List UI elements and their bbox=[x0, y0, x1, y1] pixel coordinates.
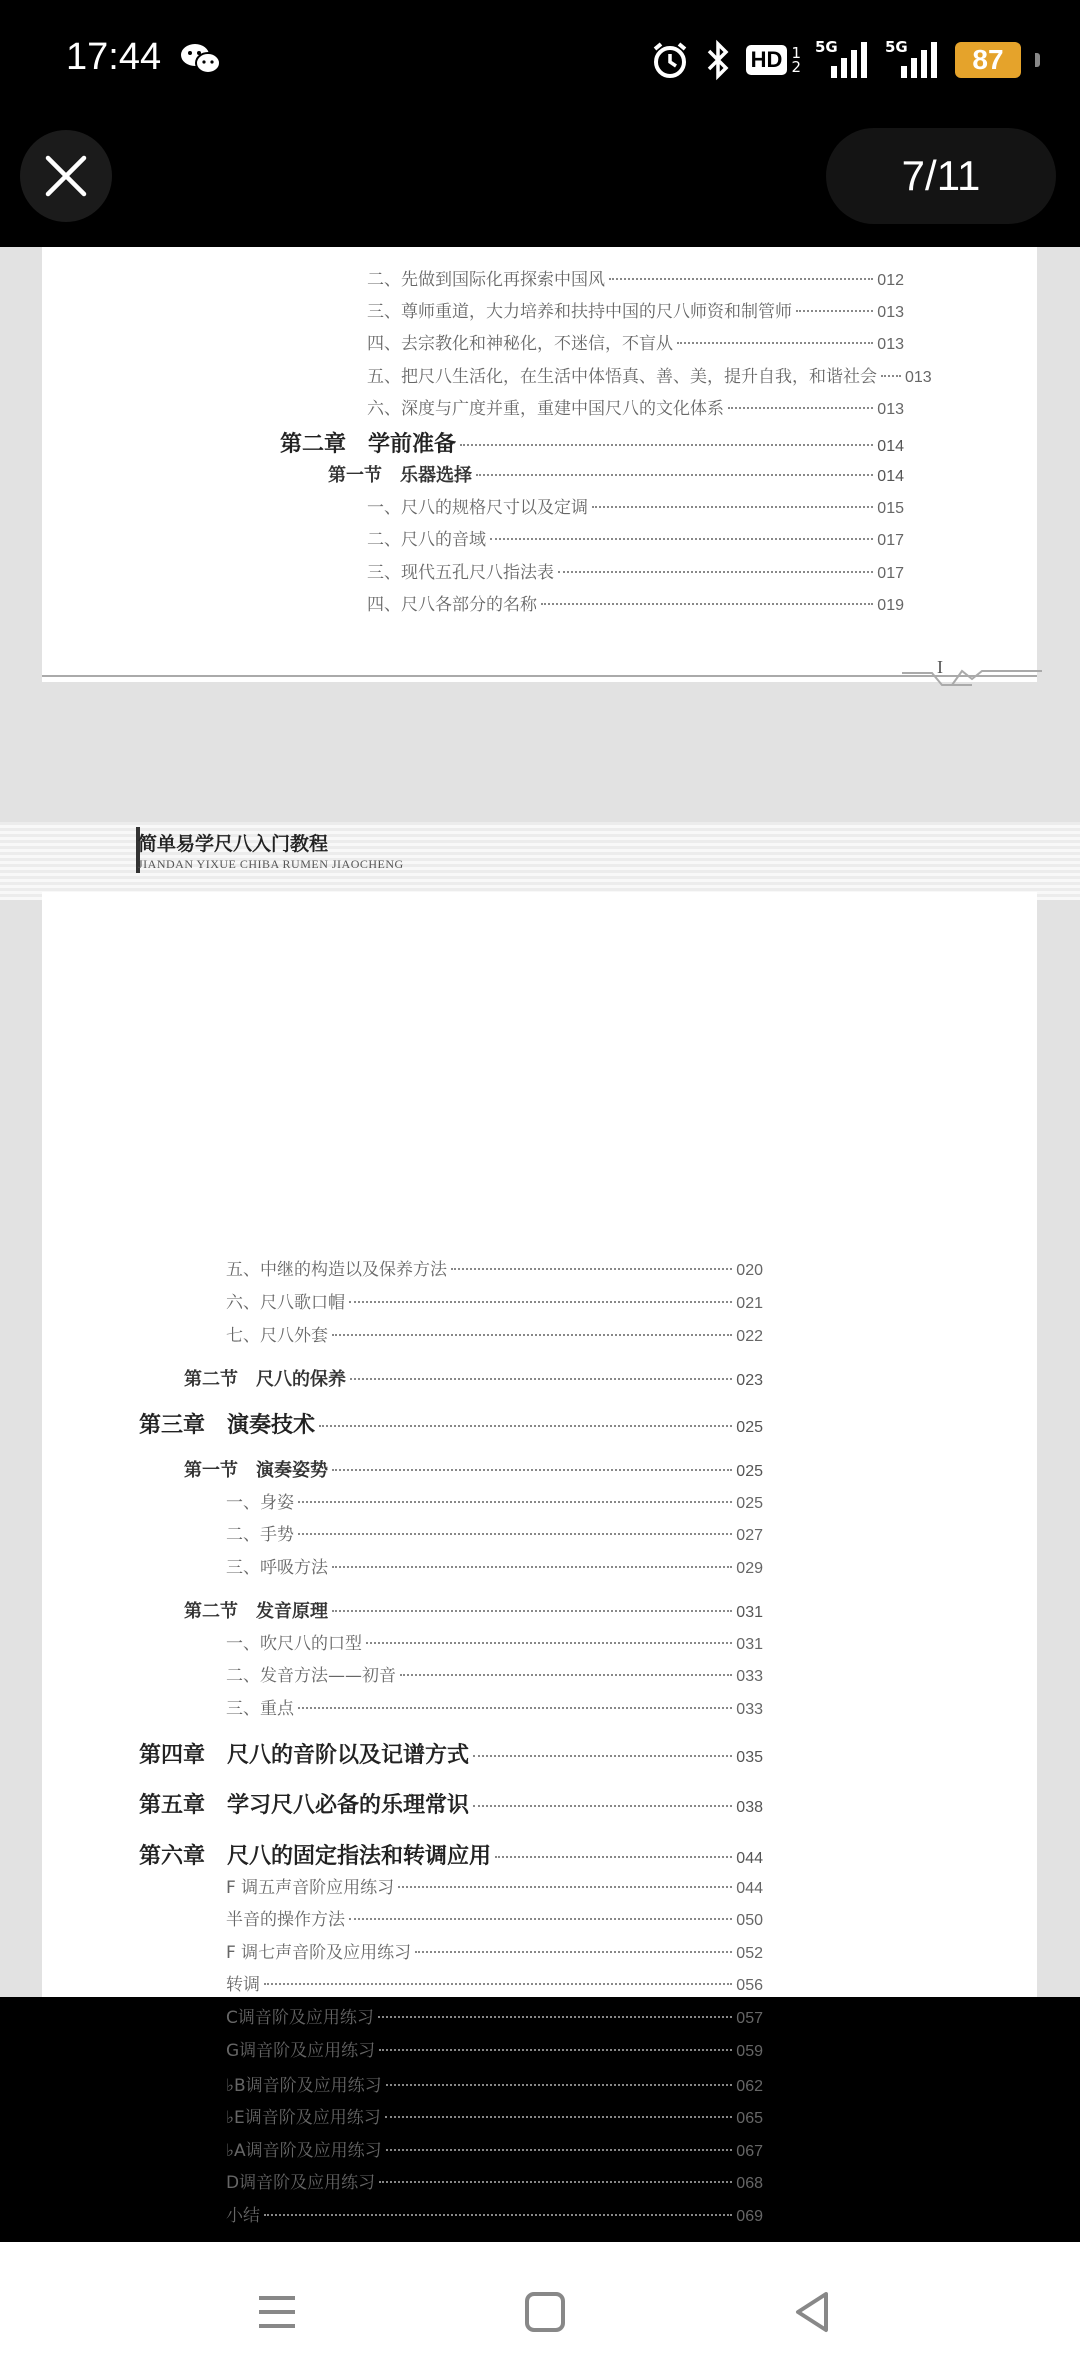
toc-entry bbox=[226, 1488, 763, 1512]
toc-leader-dots bbox=[332, 1610, 732, 1612]
toc-entry-label: 一、尺八的规格尺寸以及定调 bbox=[367, 498, 588, 518]
toc-entry-page: 065 bbox=[736, 2110, 763, 2127]
toc-entry-page: 015 bbox=[877, 500, 904, 517]
page-top bbox=[42, 247, 1037, 682]
footer-ornament bbox=[902, 665, 1042, 689]
toc-entry bbox=[226, 1694, 763, 1718]
toc-entry bbox=[367, 362, 932, 387]
toc-entry-label: 二、尺八的音域 bbox=[367, 530, 486, 550]
hd-badge: HD bbox=[746, 45, 788, 75]
toc-entry bbox=[367, 525, 904, 549]
book-title: 简单易学尺八入门教程 bbox=[138, 833, 329, 855]
toc-leader-dots bbox=[541, 603, 873, 605]
toc-entry-label: ♭A调音阶及应用练习 bbox=[226, 2141, 382, 2161]
toc-leader-dots bbox=[385, 2116, 733, 2118]
toc-leader-dots bbox=[473, 1755, 732, 1757]
home-icon bbox=[505, 2272, 585, 2352]
toc-leader-dots bbox=[379, 2181, 732, 2183]
toc-entry-label: G调音阶及应用练习 bbox=[226, 2041, 376, 2061]
toc-entry-page: 025 bbox=[736, 1495, 763, 1512]
toc-entry bbox=[367, 394, 904, 418]
toc-entry-label: 六、尺八歌口帽 bbox=[226, 1293, 345, 1313]
toc-leader-dots bbox=[386, 2084, 733, 2086]
toc-leader-dots bbox=[415, 1951, 732, 1953]
toc-leader-dots bbox=[378, 2016, 732, 2018]
home-button[interactable] bbox=[505, 2272, 585, 2352]
toc-leader-dots bbox=[298, 1501, 732, 1503]
toc-leader-dots bbox=[350, 1378, 732, 1380]
toc-entry bbox=[184, 1597, 763, 1623]
toc-entry-page: 067 bbox=[736, 2143, 763, 2160]
toc-entry-label: 小结 bbox=[226, 2206, 260, 2226]
toc-entry bbox=[226, 1255, 763, 1279]
toc-entry bbox=[280, 427, 904, 457]
toc-entry-page: 020 bbox=[736, 1262, 763, 1279]
toc-leader-dots bbox=[451, 1268, 732, 1270]
toc-leader-dots bbox=[349, 1918, 732, 1920]
toc-entry bbox=[226, 2136, 763, 2160]
toc-entry-label: 第六章 尺八的固定指法和转调应用 bbox=[139, 1844, 492, 1869]
toc-leader-dots bbox=[400, 1674, 732, 1676]
signal-2 bbox=[885, 40, 941, 80]
toc-entry bbox=[226, 1938, 763, 1962]
hd-sub bbox=[791, 46, 801, 74]
toc-entry-page: 017 bbox=[877, 532, 904, 549]
toc-entry-page: 038 bbox=[736, 1799, 763, 1816]
toc-entry-label: F 调五声音阶应用练习 bbox=[226, 1878, 395, 1898]
toc-entry bbox=[226, 2168, 763, 2192]
book-pinyin: JIANDAN YIXUE CHIBA RUMEN JIAOCHENG bbox=[138, 857, 404, 871]
toc-entry bbox=[226, 1873, 763, 1897]
toc-leader-dots bbox=[386, 2149, 733, 2151]
toc-entry bbox=[226, 1970, 763, 1994]
toc-entry bbox=[184, 1456, 763, 1482]
toc-entry-page: 017 bbox=[877, 565, 904, 582]
toc-entry bbox=[226, 2071, 763, 2095]
toc-leader-dots bbox=[298, 1533, 732, 1535]
toc-entry-label: 转调 bbox=[226, 1975, 260, 1995]
toc-entry-page: 044 bbox=[736, 1850, 763, 1867]
toc-entry-label: 三、呼吸方法 bbox=[226, 1558, 328, 1578]
toc-entry-label: 第一节 乐器选择 bbox=[328, 465, 472, 486]
toc-entry-page: 013 bbox=[877, 401, 904, 418]
toc-leader-dots bbox=[495, 1856, 732, 1858]
toc-leader-dots bbox=[592, 506, 873, 508]
page-number: I bbox=[937, 657, 943, 677]
toc-entry-page: 022 bbox=[736, 1328, 763, 1345]
toc-entry bbox=[226, 1288, 763, 1312]
toc-leader-dots bbox=[677, 342, 873, 344]
toc-entry-label: ♭B调音阶及应用练习 bbox=[226, 2076, 382, 2096]
toc-entry-page: 062 bbox=[736, 2078, 763, 2095]
toc-entry bbox=[367, 329, 904, 353]
toc-entry-label: 二、发音方法——初音 bbox=[226, 1666, 396, 1686]
toc-entry-label: 一、吹尺八的口型 bbox=[226, 1634, 362, 1654]
toc-entry-label: 三、重点 bbox=[226, 1699, 294, 1719]
signal-1 bbox=[815, 40, 871, 80]
page-footer-line bbox=[42, 675, 1037, 677]
toc-entry-page: 069 bbox=[736, 2208, 763, 2225]
toc-entry bbox=[184, 1365, 763, 1391]
toc-entry-page: 031 bbox=[736, 1604, 763, 1621]
toc-leader-dots bbox=[609, 278, 873, 280]
toc-entry-page: 014 bbox=[877, 468, 904, 485]
toc-entry-page: 019 bbox=[877, 597, 904, 614]
toc-entry bbox=[139, 1408, 763, 1438]
toc-entry bbox=[226, 1661, 763, 1685]
toc-entry-label: 三、尊师重道，大力培养和扶持中国的尺八师资和制管师 bbox=[367, 302, 792, 322]
toc-entry bbox=[139, 1738, 763, 1768]
toc-leader-dots bbox=[332, 1469, 732, 1471]
document-image[interactable] bbox=[0, 247, 1080, 2226]
toc-entry-page: 023 bbox=[736, 1372, 763, 1389]
close-icon bbox=[42, 152, 90, 200]
toc-entry bbox=[226, 2103, 763, 2127]
toc-entry-page: 068 bbox=[736, 2175, 763, 2192]
toc-entry-page: 033 bbox=[736, 1668, 763, 1685]
toc-leader-dots bbox=[264, 2214, 732, 2216]
toc-entry-label: 第一节 演奏姿势 bbox=[184, 1460, 328, 1481]
toc-leader-dots bbox=[319, 1425, 732, 1427]
menu-button[interactable] bbox=[237, 2272, 317, 2352]
toc-leader-dots bbox=[476, 474, 873, 476]
toc-entry-page: 056 bbox=[736, 1977, 763, 1994]
toc-entry-page: 059 bbox=[736, 2043, 763, 2060]
toc-entry-label: C调音阶及应用练习 bbox=[226, 2008, 374, 2028]
toc-entry-page: 025 bbox=[736, 1463, 763, 1480]
signal-2-label: 5G bbox=[885, 38, 908, 56]
toc-entry bbox=[226, 1553, 763, 1577]
signal-1-label: 5G bbox=[815, 38, 838, 56]
toc-leader-dots bbox=[379, 2049, 732, 2051]
toc-entry bbox=[367, 493, 904, 517]
toc-entry-label: 二、手势 bbox=[226, 1525, 294, 1545]
close-button[interactable] bbox=[20, 130, 112, 222]
menu-icon bbox=[237, 2272, 317, 2352]
toc-entry-label: F 调七声音阶及应用练习 bbox=[226, 1943, 412, 1963]
toc-leader-dots bbox=[558, 571, 873, 573]
toc-entry-page: 013 bbox=[905, 369, 932, 386]
toc-entry-page: 052 bbox=[736, 1945, 763, 1962]
toc-leader-dots bbox=[349, 1301, 732, 1303]
toc-entry bbox=[328, 461, 904, 487]
toc-entry-label: 六、深度与广度并重，重建中国尺八的文化体系 bbox=[367, 399, 724, 419]
status-bar bbox=[0, 0, 1080, 120]
signal-icon bbox=[885, 40, 941, 80]
toc-entry-page: 013 bbox=[877, 336, 904, 353]
toc-entry bbox=[367, 590, 904, 614]
toc-entry-label: 四、去宗教化和神秘化，不迷信，不盲从 bbox=[367, 334, 673, 354]
toc-entry-label: 半音的操作方法 bbox=[226, 1910, 345, 1930]
page-counter: 7/11 bbox=[901, 152, 981, 199]
toc-entry bbox=[226, 1629, 763, 1653]
toc-leader-dots bbox=[332, 1334, 732, 1336]
toc-entry bbox=[367, 297, 904, 321]
toc-entry-label: 第三章 演奏技术 bbox=[139, 1413, 316, 1438]
toc-entry bbox=[139, 1788, 763, 1818]
toc-entry bbox=[226, 2003, 763, 2027]
toc-entry-page: 057 bbox=[736, 2010, 763, 2027]
navigation-bar bbox=[0, 2242, 1080, 2376]
back-button[interactable] bbox=[772, 2272, 852, 2352]
battery-icon: 87 bbox=[955, 42, 1021, 78]
toc-entry bbox=[367, 558, 904, 582]
toc-entry-label: 一、身姿 bbox=[226, 1493, 294, 1513]
toc-entry-page: 029 bbox=[736, 1560, 763, 1577]
toc-entry-page: 050 bbox=[736, 1912, 763, 1929]
toc-leader-dots bbox=[490, 538, 873, 540]
toc-entry-page: 033 bbox=[736, 1701, 763, 1718]
toc-leader-dots bbox=[366, 1642, 732, 1644]
toc-entry bbox=[367, 265, 904, 289]
bluetooth-icon bbox=[704, 40, 732, 80]
toc-leader-dots bbox=[298, 1707, 732, 1709]
toc-entry bbox=[139, 1839, 763, 1869]
toc-leader-dots bbox=[796, 310, 873, 312]
toc-entry-label: 第二节 尺八的保养 bbox=[184, 1369, 346, 1390]
toc-entry-page: 031 bbox=[736, 1636, 763, 1653]
alarm-icon bbox=[650, 40, 690, 80]
toc-entry-page: 012 bbox=[877, 272, 904, 289]
toc-entry-label: 第四章 尺八的音阶以及记谱方式 bbox=[139, 1743, 470, 1768]
toc-entry-page: 014 bbox=[877, 438, 904, 455]
toc-leader-dots bbox=[473, 1805, 732, 1807]
toc-leader-dots bbox=[881, 375, 901, 377]
toc-entry-label: 三、现代五孔尺八指法表 bbox=[367, 563, 554, 583]
hd-sub-bottom: 2 bbox=[791, 58, 801, 76]
toc-entry-label: 五、把尺八生活化，在生活中体悟真、善、美，提升自我，和谐社会 bbox=[367, 367, 877, 387]
toc-entry-label: 二、先做到国际化再探索中国风 bbox=[367, 270, 605, 290]
back-icon bbox=[772, 2272, 852, 2352]
page-counter-pill bbox=[826, 128, 1056, 224]
toc-entry-label: 第二章 学前准备 bbox=[280, 432, 457, 457]
toc-entry-page: 021 bbox=[736, 1295, 763, 1312]
toc-entry-page: 044 bbox=[736, 1880, 763, 1897]
toc-leader-dots bbox=[264, 1983, 732, 1985]
toc-entry-label: 五、中继的构造以及保养方法 bbox=[226, 1260, 447, 1280]
toc-entry-label: D调音阶及应用练习 bbox=[226, 2173, 376, 2193]
status-time: 17:44 bbox=[66, 36, 162, 78]
battery-nub bbox=[1035, 53, 1040, 67]
toc-entry-page: 035 bbox=[736, 1749, 763, 1766]
hd-sub-top: 1 bbox=[791, 44, 801, 62]
toc-leader-dots bbox=[460, 444, 873, 446]
toc-entry-page: 025 bbox=[736, 1419, 763, 1436]
toc-entry-label: 七、尺八外套 bbox=[226, 1326, 328, 1346]
toc-entry-label: 第二节 发音原理 bbox=[184, 1601, 328, 1622]
toc-entry bbox=[226, 1321, 763, 1345]
toc-entry bbox=[226, 1520, 763, 1544]
toc-entry-page: 027 bbox=[736, 1527, 763, 1544]
toc-entry-page: 013 bbox=[877, 304, 904, 321]
toc-entry bbox=[226, 2036, 763, 2060]
toc-entry-label: 第五章 学习尺八必备的乐理常识 bbox=[139, 1793, 470, 1818]
toc-entry-label: ♭E调音阶及应用练习 bbox=[226, 2108, 381, 2128]
toc-leader-dots bbox=[332, 1566, 732, 1568]
wechat-icon bbox=[180, 42, 222, 76]
toc-leader-dots bbox=[728, 407, 873, 409]
toc-entry-label: 四、尺八各部分的名称 bbox=[367, 595, 537, 615]
page-bottom bbox=[42, 892, 1037, 2226]
toc-entry bbox=[226, 1905, 763, 1929]
toc-leader-dots bbox=[398, 1886, 732, 1888]
toc-entry bbox=[226, 2201, 763, 2225]
signal-icon bbox=[815, 40, 871, 80]
